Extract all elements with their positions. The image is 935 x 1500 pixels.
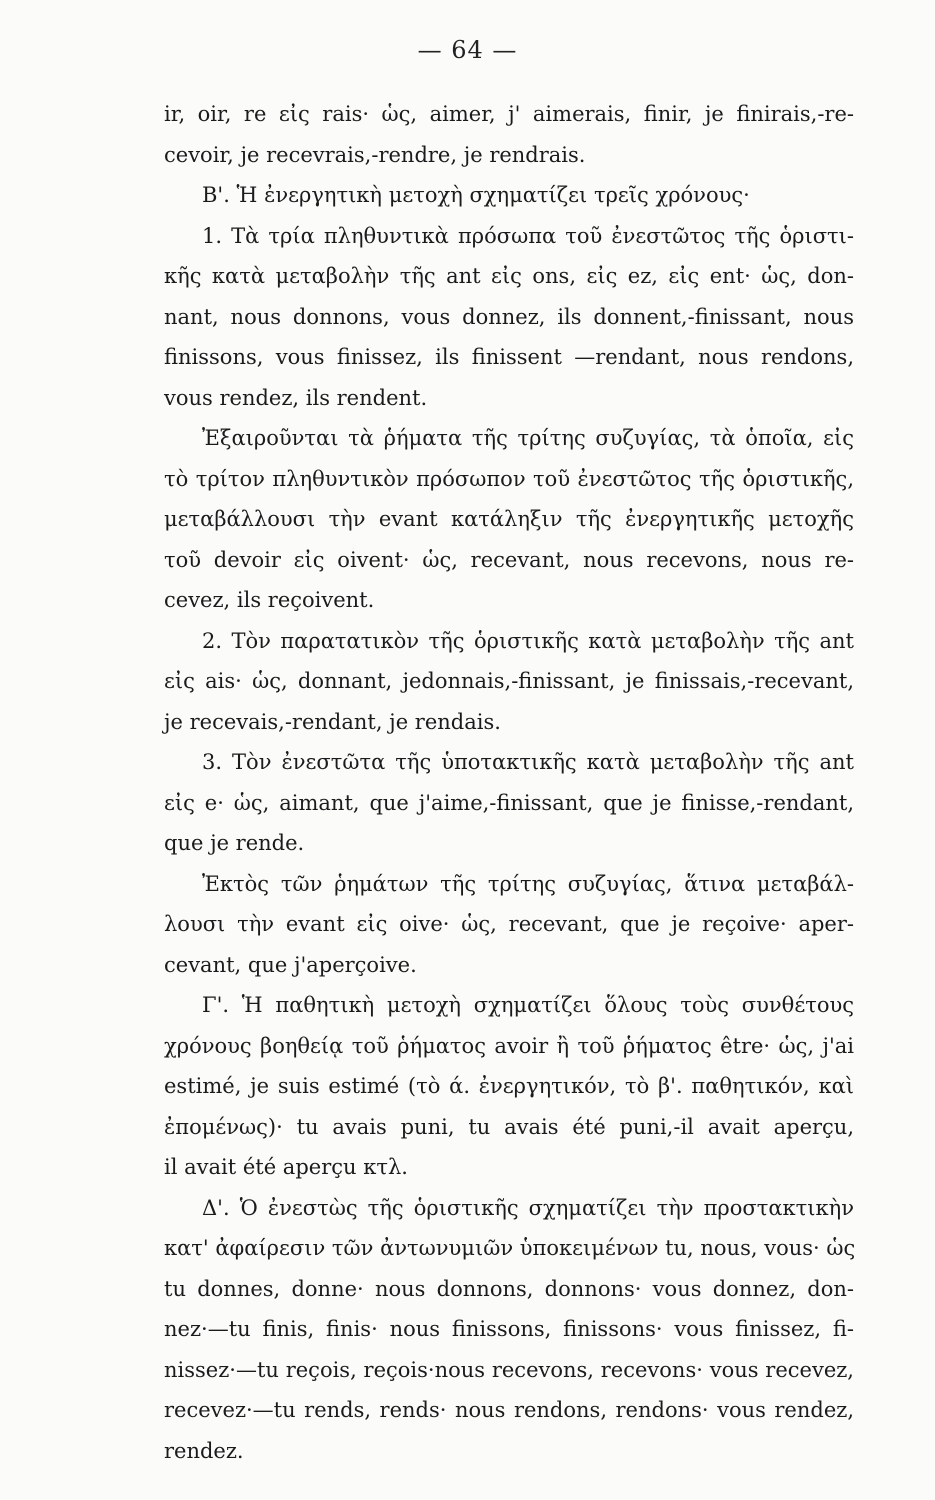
text-line: cevant, que j'aperçoive.: [164, 952, 417, 977]
text-line: tu donnes, donne· nous donnons, donnons· vous donnez, don-: [164, 1276, 854, 1301]
text-line: rendez.: [164, 1438, 244, 1463]
text-line: Β'. Ἡ ἐνεργητικὴ μετοχὴ σχηματίζει τρεῖς χρόνους·: [202, 183, 750, 207]
text-line: χρόνους βοηθείᾳ τοῦ ῥήματος avoir ἢ τοῦ ῥήματος être· ὡς, j'ai: [164, 1033, 854, 1058]
text-line: Γ'. Ἡ παθητικὴ μετοχὴ σχηματίζει ὅλους τοὺς συνθέτους: [202, 993, 854, 1017]
text-line: 3. Τὸν ἐνεστῶτα τῆς ὑποτακτικῆς κατὰ μεταβολὴν τῆς ant: [202, 750, 854, 774]
text-line: cevoir, je recevrais,-rendre, je rendrais.: [164, 142, 586, 167]
page-body-text: [164, 94, 854, 1471]
text-line: nant, nous donnons, vous donnez, ils donnent,-finissant, nous: [164, 304, 854, 329]
text-line: 1. Τὰ τρία πληθυντικὰ πρόσωπα τοῦ ἐνεστῶτος τῆς ὁριστι-: [202, 223, 854, 248]
text-line: estimé, je suis estimé (τὸ ά. ἐνεργητικόν, τὸ β'. παθητικόν, καὶ: [164, 1074, 854, 1098]
text-line: cevez, ils reçoivent.: [164, 588, 375, 612]
text-line: κατ' ἀφαίρεσιν τῶν ἀντωνυμιῶν ὑποκειμένων tu, nous, vous· ὡς: [164, 1236, 856, 1260]
text-line: nissez·—tu reçois, reçois·nous recevons, recevons· vous recevez,: [164, 1357, 854, 1382]
text-line: recevez·—tu rends, rends· nous rendons, rendons· vous rendez,: [164, 1398, 854, 1422]
text-line: εἰς e· ὡς, aimant, que j'aime,-finissant, que je finisse,-rendant,: [164, 790, 854, 815]
text-line: nez·—tu finis, finis· nous finissons, finissons· vous finissez, fi-: [164, 1317, 854, 1341]
text-line: il avait été aperçu κτλ.: [164, 1155, 408, 1179]
text-line: τοῦ devoir εἰς oivent· ὡς, recevant, nous recevons, nous re-: [164, 547, 854, 572]
text-line: ἐπομένως)· tu avais puni, tu avais été puni,-il avait aperçu,: [164, 1114, 854, 1139]
text-line: vous rendez, ils rendent.: [164, 385, 428, 410]
text-line: λουσι τὴν evant εἰς oive· ὡς, recevant, que je reçoive· aper-: [164, 912, 854, 936]
text-line: finissons, vous finissez, ils finissent —rendant, nous rendons,: [164, 345, 854, 369]
text-line: Ἐκτὸς τῶν ῥημάτων τῆς τρίτης συζυγίας, ἅτινα μεταβάλ-: [202, 871, 854, 896]
text-line: κῆς κατὰ μεταβολὴν τῆς ant εἰς ons, εἰς ez, εἰς ent· ὡς, don-: [164, 264, 854, 288]
text-line: Ἐξαιροῦνται τὰ ῥήματα τῆς τρίτης συζυγίας, τὰ ὁποῖα, εἰς: [202, 426, 854, 450]
text-line: μεταβάλλουσι τὴν evant κατάληξιν τῆς ἐνεργητικῆς μετοχῆς: [164, 507, 854, 531]
text-line: τὸ τρίτον πληθυντικὸν πρόσωπον τοῦ ἐνεστῶτος τῆς ὁριστικῆς,: [164, 466, 854, 491]
text-line: que je rende.: [164, 831, 305, 855]
text-line: 2. Τὸν παρατατικὸν τῆς ὁριστικῆς κατὰ μεταβολὴν τῆς ant: [202, 628, 854, 653]
text-line: ir, oir, re εἰς rais· ὡς, aimer, j' aimerais, finir, je finirais,-re-: [164, 102, 854, 126]
page-number: — 64 —: [417, 36, 518, 64]
text-line: Δ'. Ὁ ἐνεστὼς τῆς ὁριστικῆς σχηματίζει τὴν προστακτικὴν: [202, 1195, 854, 1220]
text-line: εἰς ais· ὡς, donnant, jedonnais,-finissant, je finissais,-recevant,: [164, 669, 854, 693]
text-line: je recevais,-rendant, je rendais.: [164, 709, 501, 734]
